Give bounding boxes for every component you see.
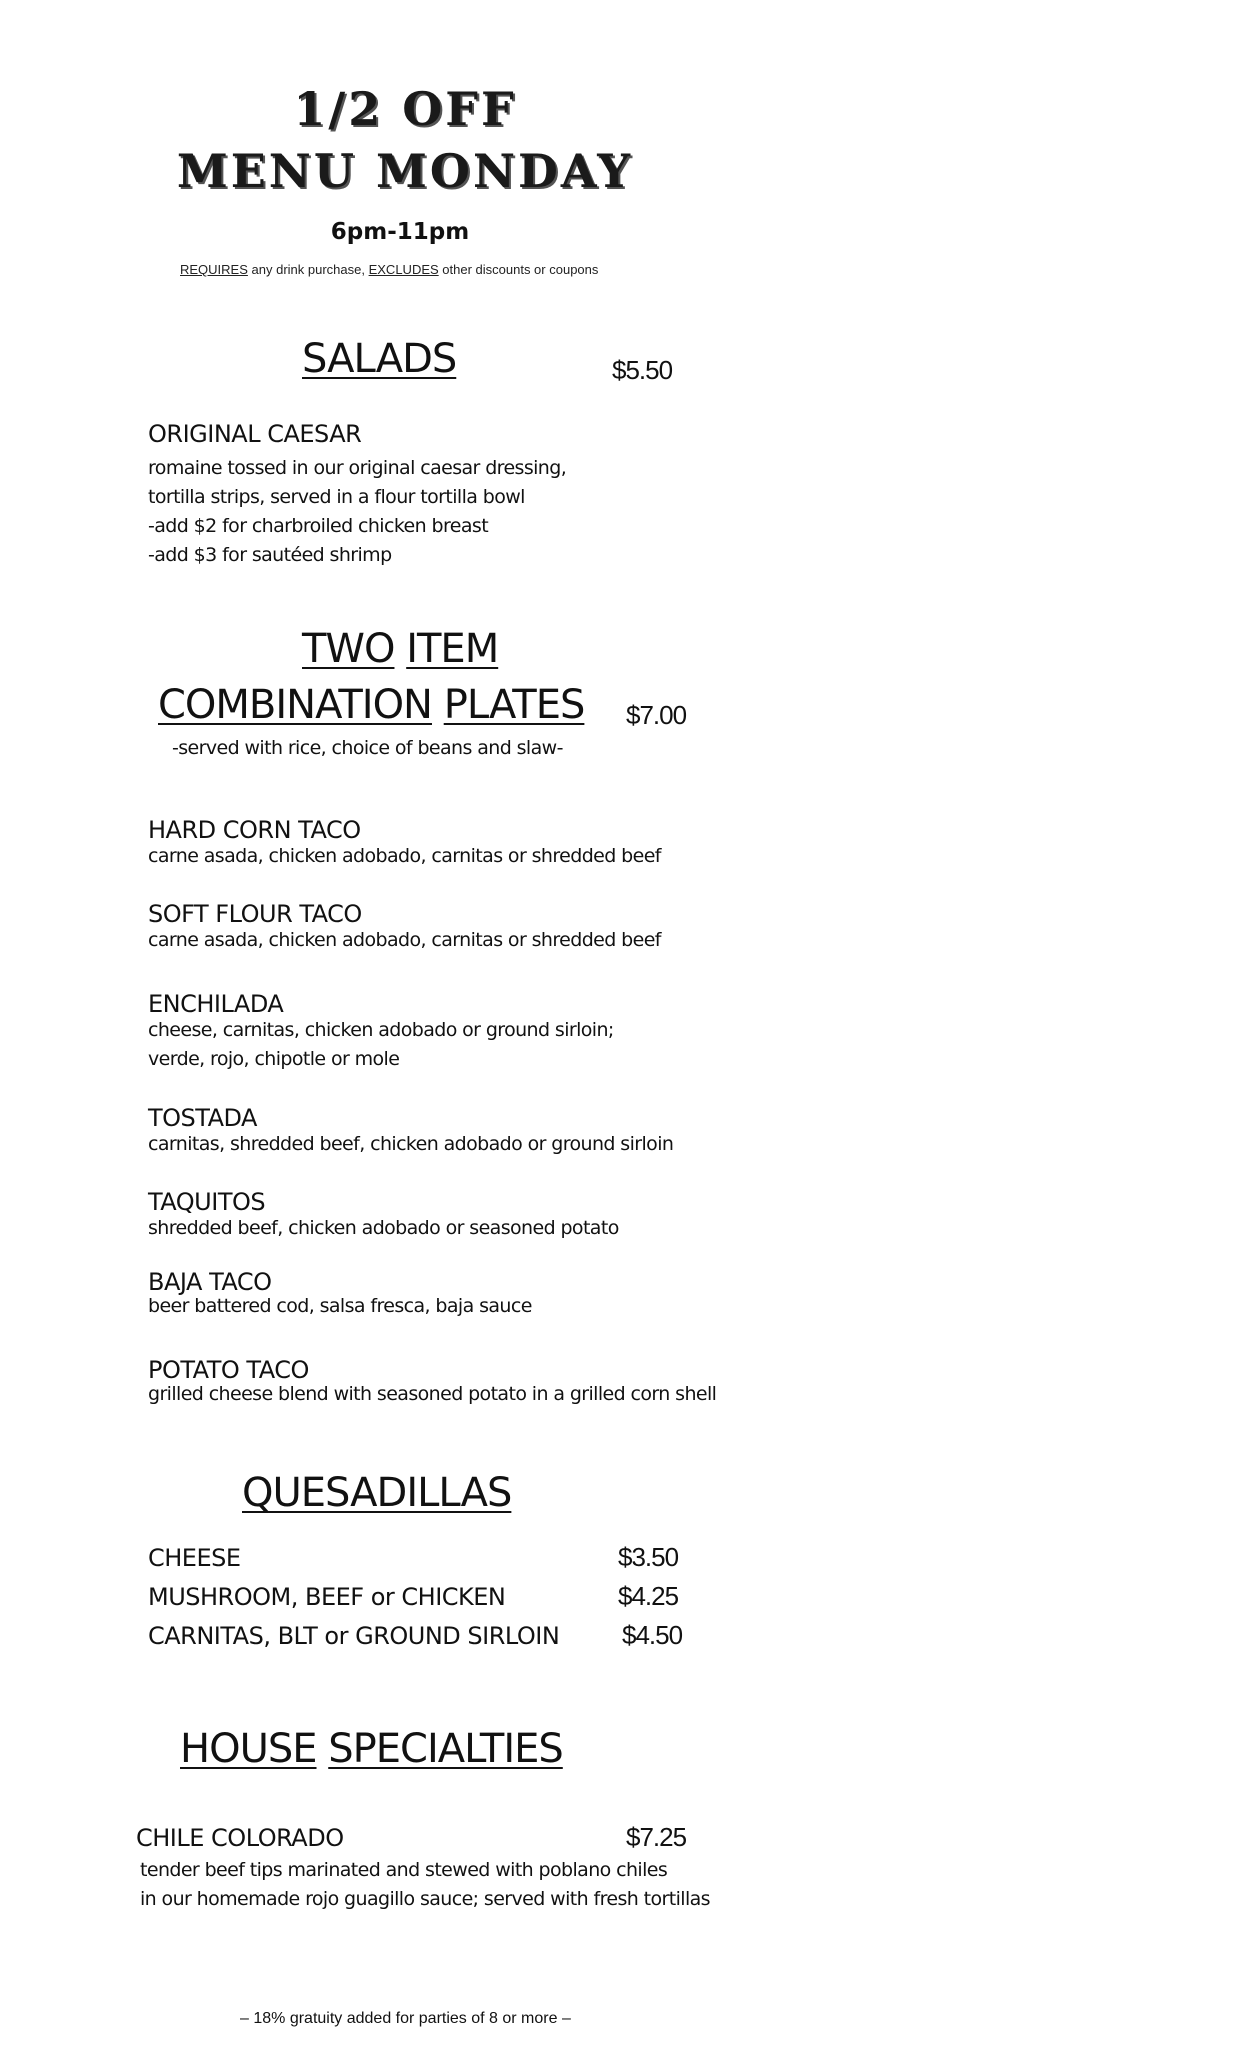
menu-item-desc: tender beef tips marinated and stewed with poblano chiles in our homemade rojo guagillo sauce; served with fresh tortillas: [140, 1859, 710, 1910]
menu-item-name: MUSHROOM, BEEF or CHICKEN: [148, 1583, 506, 1611]
menu-item-name: CHILE COLORADO: [136, 1824, 344, 1852]
title-line-2: MENU MONDAY: [176, 144, 634, 198]
menu-item-price: $4.50: [622, 1620, 683, 1650]
gratuity-note: – 18% gratuity added for parties of 8 or more –: [240, 2010, 571, 2027]
menu-item-name: TOSTADA: [148, 1104, 257, 1132]
menu-item-name: POTATO TACO: [148, 1356, 309, 1384]
terms-mid: any drink purchase,: [247, 262, 369, 277]
salads-price: $5.50: [612, 355, 673, 385]
menu-item-name: HARD CORN TACO: [148, 816, 361, 844]
menu-item-desc: carne asada, chicken adobado, carnitas or shredded beef: [148, 845, 661, 867]
menu-item-desc: cheese, carnitas, chicken adobado or ground sirloin; verde, rojo, chipotle or mole: [148, 1019, 614, 1070]
menu-item-name: CHEESE: [148, 1544, 241, 1572]
menu-item-desc: grilled cheese blend with seasoned potato in a grilled corn shell: [148, 1383, 717, 1405]
menu-item-name: SOFT FLOUR TACO: [148, 900, 362, 928]
menu-item-price: $3.50: [618, 1542, 679, 1572]
menu-item-desc: shredded beef, chicken adobado or seasoned potato: [148, 1217, 619, 1239]
menu-item-name: ENCHILADA: [148, 990, 284, 1018]
specialties-heading: HOUSE SPECIALTIES: [180, 1726, 563, 1772]
menu-item-name: BAJA TACO: [148, 1268, 272, 1296]
menu-item-name: TAQUITOS: [148, 1188, 266, 1216]
menu-item-desc: beer battered cod, salsa fresca, baja sauce: [148, 1295, 532, 1317]
menu-item-name: CARNITAS, BLT or GROUND SIRLOIN: [148, 1622, 560, 1650]
combos-price: $7.00: [626, 700, 687, 730]
menu-item-desc: carnitas, shredded beef, chicken adobado or ground sirloin: [148, 1133, 674, 1155]
hours: 6pm-11pm: [330, 219, 470, 245]
menu-item-price: $7.25: [626, 1822, 687, 1852]
menu-item-name: ORIGINAL CAESAR: [148, 420, 362, 448]
combos-subtitle: -served with rice, choice of beans and slaw-: [172, 737, 563, 759]
salads-heading: SALADS: [302, 336, 457, 382]
menu-item-desc: carne asada, chicken adobado, carnitas or shredded beef: [148, 929, 661, 951]
menu-item-price: $4.25: [618, 1581, 679, 1611]
quesadillas-heading: QUESADILLAS: [242, 1470, 512, 1516]
combos-heading-line2: COMBINATION PLATES: [158, 682, 585, 728]
title-line-1: 1/2 OFF: [293, 82, 517, 136]
terms-note: [180, 262, 598, 277]
terms-excludes: EXCLUDES: [368, 262, 439, 277]
terms-requires: REQUIRES: [180, 262, 248, 277]
terms-end: other discounts or coupons: [438, 262, 599, 277]
combos-heading-line1: TWO ITEM: [302, 626, 499, 672]
menu-item-desc: romaine tossed in our original caesar dressing, tortilla strips, served in a flour tortilla bowl -add $2 for charbroiled chicken breast -add $3 for sautéed shrimp: [148, 457, 567, 566]
